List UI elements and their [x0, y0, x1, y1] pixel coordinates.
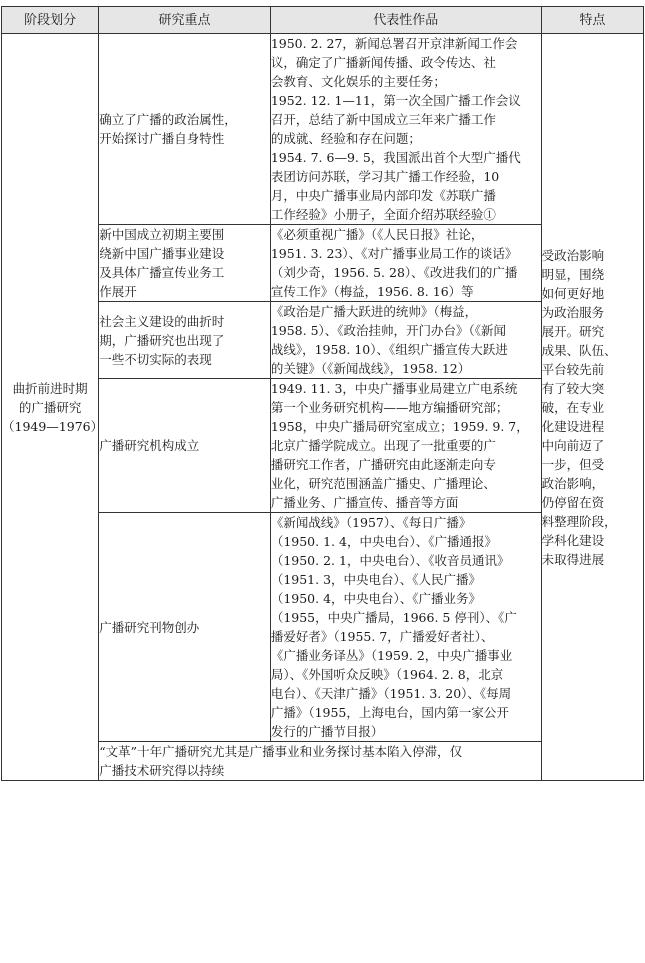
works-cell — [270, 225, 541, 302]
works-line: 《新闻战线》（1957）、《每日广播》 — [270, 515, 472, 530]
stage-line: 曲折前进时期 — [12, 380, 88, 396]
works-cell — [270, 513, 541, 742]
feature-line: 政治影响， — [541, 475, 605, 491]
works-line: 1950. 2. 27，新闻总署召开京津新闻工作会 — [270, 36, 518, 51]
focus-line: 绕新中国广播事业建设 — [99, 246, 225, 261]
feature-line: 一步，但受 — [541, 456, 605, 472]
works-line: （1950. 1. 4，中央电台）、《广播通报》 — [270, 534, 497, 549]
works-line: 战线》，1958. 10）、《组织广播宣传大跃进 — [270, 342, 508, 357]
feature-line: 有了较大突 — [541, 380, 605, 396]
works-line: 局）、《外国听众反映》（1964. 2. 8，北京 — [270, 667, 504, 682]
works-line: 1958. 5）、《政治挂帅，开门办台》（《新闻 — [270, 323, 507, 338]
works-cell — [270, 302, 541, 379]
feature-line: 明显，围绕 — [541, 266, 605, 282]
focus-line: 新中国成立初期主要围 — [99, 227, 225, 242]
focus-line: 作展开 — [99, 284, 137, 299]
feature-line: 仍停留在资 — [541, 494, 605, 510]
works-line: 《广播业务译丛》（1959. 2，中央广播事业 — [270, 648, 513, 663]
works-line: 第一个业务研究机构——地方编播研究部； — [270, 400, 509, 415]
works-line: 北京广播学院成立。出现了一批重要的广 — [270, 438, 496, 453]
works-line: 1958，中央广播局研究室成立；1959. 9. 7， — [270, 419, 529, 434]
works-line: （1950. 2. 1，中央电台）、《收音员通讯》 — [270, 553, 510, 568]
works-line: 表团访问苏联，学习其广播工作经验，10 — [270, 169, 500, 184]
stage-line: （1949—1976） — [2, 418, 104, 434]
works-line: 电台）、《天津广播》（1951. 3. 20）、《每周 — [270, 686, 512, 701]
feature-line: 展开。研究 — [541, 323, 605, 339]
focus-line: 广播研究机构成立 — [99, 438, 200, 453]
stage-line: 的广播研究 — [18, 399, 82, 415]
focus-line: 社会主义建设的曲折时 — [99, 313, 225, 329]
feature-line: 成果、队伍、 — [541, 342, 617, 358]
focus-line: 确立了广播的政治属性， — [99, 112, 237, 127]
feature-line: 中向前迈了 — [541, 437, 605, 453]
works-line: （刘少奇，1956. 5. 28）、《改进我们的广播 — [270, 265, 518, 280]
focus-cell — [99, 379, 271, 513]
works-line: 的成就、经验和存在问题； — [270, 131, 421, 146]
feature-line: 学科化建设 — [541, 532, 605, 548]
header-works: 代表性作品 — [270, 7, 541, 34]
works-line: （1950. 4，中央电台）、《广播业务》 — [270, 591, 482, 606]
wide-line: “文革”十年广播研究尤其是广播事业和业务探讨基本陷入停滞，仅 — [99, 744, 463, 759]
header-feature: 特点 — [541, 7, 643, 34]
feature-line: 破，在专业 — [541, 399, 605, 415]
header-focus: 研究重点 — [99, 7, 271, 34]
wide-line: 广播技术研究得以持续 — [99, 763, 225, 778]
period-research-table — [1, 6, 644, 781]
focus-line: 一些不切实际的表现 — [99, 351, 212, 367]
cultural-revolution-cell — [99, 742, 541, 781]
feature-line: 为政治服务 — [541, 304, 605, 320]
header-stage: 阶段划分 — [2, 7, 99, 34]
focus-line: 及具体广播宣传业务工 — [99, 265, 225, 280]
works-line: 宣传工作》（梅益，1956. 8. 16）等 — [270, 284, 474, 299]
works-line: （1951. 3，中央电台）、《人民广播》 — [270, 572, 482, 587]
works-line: 工作经验》小册子，全面介绍苏联经验① — [270, 207, 496, 222]
works-line: 月，中央广播事业局内部印发《苏联广播 — [270, 188, 496, 203]
focus-line: 开始探讨广播自身特性 — [99, 131, 225, 146]
works-line: 议，确定了广播新闻传播、政令传达、社 — [270, 55, 496, 70]
feature-line: 料整理阶段， — [541, 513, 617, 529]
focus-line: 广播研究刊物创办 — [99, 619, 200, 635]
works-line: 召开，总结了新中国成立三年来广播工作 — [270, 112, 496, 127]
header-row — [2, 7, 644, 34]
feature-line: 未取得进展 — [541, 551, 605, 567]
works-line: 1951. 3. 23）、《对广播事业局工作的谈话》 — [270, 246, 518, 261]
feature-line: 受政治影响 — [541, 247, 605, 263]
works-line: 广播》（1955，上海电台，国内第一家公开 — [270, 705, 509, 720]
works-line: 的关键》（《新闻战线》，1958. 12） — [270, 361, 471, 376]
feature-line: 如何更好地 — [541, 285, 605, 301]
focus-cell — [99, 225, 271, 302]
feature-cell — [541, 34, 643, 781]
works-line: 《必须重视广播》（《人民日报》社论， — [270, 227, 484, 242]
works-cell — [270, 379, 541, 513]
works-line: 业化，研究范围涵盖广播史、广播理论、 — [270, 476, 496, 491]
works-line: 会教育、文化娱乐的主要任务； — [270, 74, 446, 89]
works-line: 《政治是广播大跃进的统帅》（梅益， — [270, 304, 478, 319]
works-line: 1954. 7. 6—9. 5，我国派出首个大型广播代 — [270, 150, 521, 165]
works-cell — [270, 34, 541, 225]
feature-line: 化建设进程 — [541, 418, 605, 434]
works-line: 播研究工作者，广播研究由此逐渐走向专 — [270, 457, 496, 472]
focus-cell — [99, 513, 271, 742]
works-line: 1949. 11. 3，中央广播事业局建立广电系统 — [270, 381, 518, 396]
works-line: 播爱好者》（1955. 7，广播爱好者社）、 — [270, 629, 494, 644]
feature-line: 平台较先前 — [541, 361, 605, 377]
works-line: 广播业务、广播宣传、播音等方面 — [270, 495, 459, 510]
works-line: 1952. 12. 1—11，第一次全国广播工作会议 — [270, 93, 521, 108]
stage-cell — [2, 34, 104, 781]
focus-cell — [99, 302, 271, 379]
table-row — [2, 34, 644, 225]
works-line: 发行的广播节目报） — [270, 724, 384, 739]
focus-cell — [99, 34, 271, 225]
works-line: （1955，中央广播局，1966. 5 停刊）、《广 — [270, 610, 517, 625]
focus-line: 期，广播研究也出现了 — [99, 332, 225, 348]
